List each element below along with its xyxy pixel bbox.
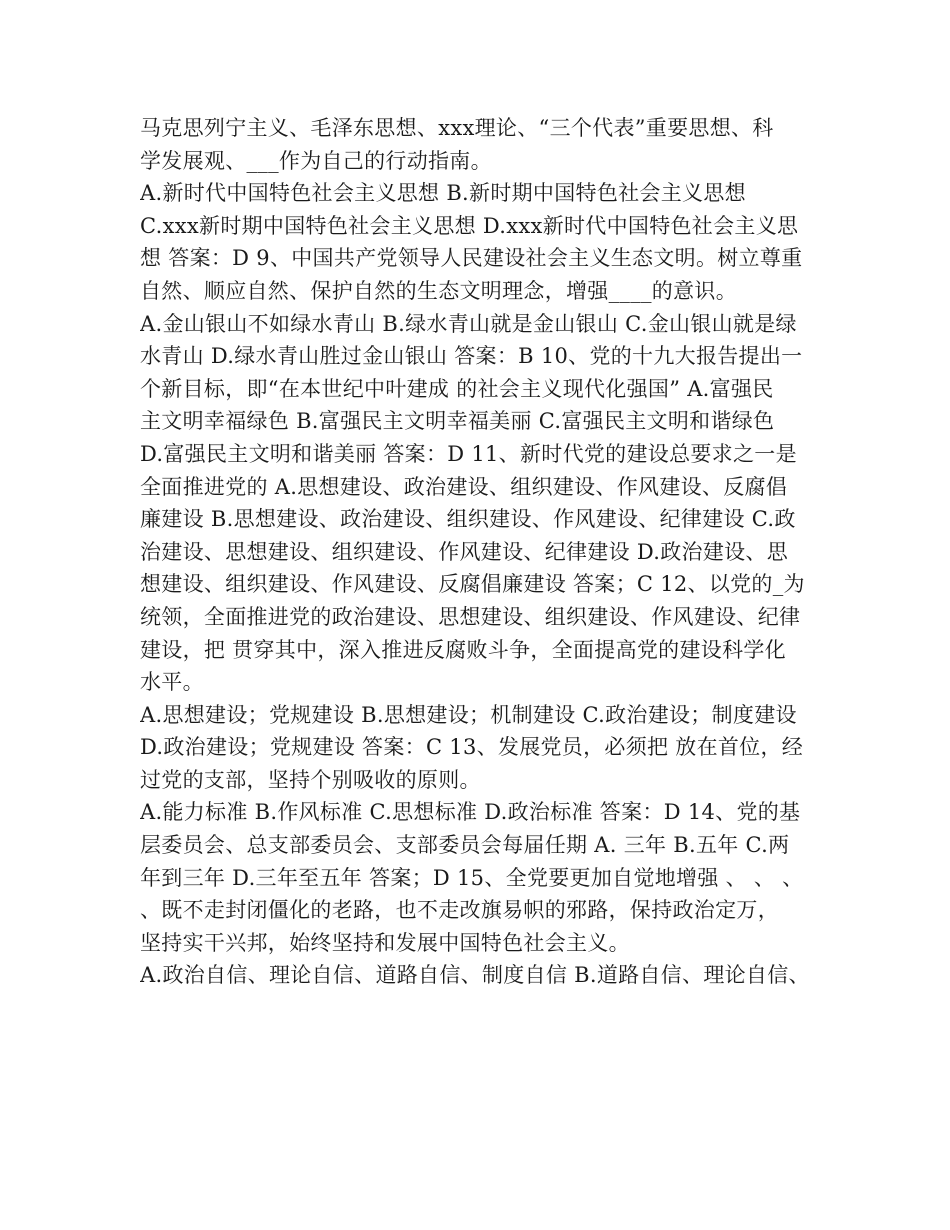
text-line: A.金山银山不如绿水青山 B.绿水青山就是金山银山 C.金山银山就是绿 [140,311,797,336]
text-line: A.能力标准 B.作风标准 C.思想标准 D.政治标准 答案：D 14、党的基 [140,800,801,825]
text-line: 全面推进党的 A.思想建设、政治建设、组织建设、作风建设、反腐倡 [140,474,788,499]
text-line: 层委员会、总支部委员会、支部委员会每届任期 A. 三年 B.五年 C.两 [140,833,790,858]
text-line: 想建设、组织建设、作风建设、反腐倡廉建设 答案；C 12、以党的_为 [140,572,805,597]
document-body [140,112,830,992]
text-line: 治建设、思想建设、组织建设、作风建设、纪律建设 D.政治建设、思 [140,539,789,564]
text-line: 统领，全面推进党的政治建设、思想建设、组织建设、作风建设、纪律 [140,604,801,629]
text-line: A.思想建设；党规建设 B.思想建设；机制建设 C.政治建设；制度建设 [140,702,797,727]
text-line: 自然、顺应自然、保护自然的生态文明理念，增强____的意识。 [140,278,737,303]
text-line: 建设，把 贯穿其中，深入推进反腐败斗争，全面提高党的建设科学化 [140,637,786,662]
text-line: 想 答案：D 9、中国共产党领导人民建设社会主义生态文明。树立尊重 [140,246,803,271]
text-line: 主文明幸福绿色 B.富强民主文明幸福美丽 C.富强民主文明和谐绿色 [140,409,775,434]
text-line: 水平。 [140,670,204,695]
text-line: 、既不走封闭僵化的老路，也不走改旗易帜的邪路，保持政治定万， [140,898,779,923]
text-line: A.新时代中国特色社会主义思想 B.新时期中国特色社会主义思想 [140,181,746,206]
text-line: 廉建设 B.思想建设、政治建设、组织建设、作风建设、纪律建设 C.政 [140,507,796,532]
text-line: C.xxx新时期中国特色社会主义思想 D.xxx新时代中国特色社会主义思 [140,213,799,238]
text-line: 过党的支部，坚持个别吸收的原则。 [140,767,481,792]
text-line: 水青山 D.绿水青山胜过金山银山 答案：B 10、党的十九大报告提出一 [140,344,803,369]
text-line: 坚持实干兴邦，始终坚持和发展中国特色社会主义。 [140,930,630,955]
text-line: A.政治自信、理论自信、道路自信、制度自信 B.道路自信、理论自信、 [140,963,810,988]
text-line: D.富强民主文明和谐美丽 答案：D 11、新时代党的建设总要求之一是 [140,441,797,466]
text-line: 学发展观、___作为自己的行动指南。 [140,148,492,173]
text-line: 马克思列宁主义、毛泽东思想、xxx理论、“三个代表”重要思想、科 [140,116,774,140]
text-line: 个新目标，即“在本世纪中叶建成 的社会主义现代化强国” A.富强民 [140,376,774,401]
text-line: 年到三年 D.三年至五年 答案；D 15、全党要更加自觉地增强 、 、 、 [140,865,804,890]
text-line: D.政治建设；党规建设 答案：C 13、发展党员，必须把 放在首位，经 [140,735,804,760]
